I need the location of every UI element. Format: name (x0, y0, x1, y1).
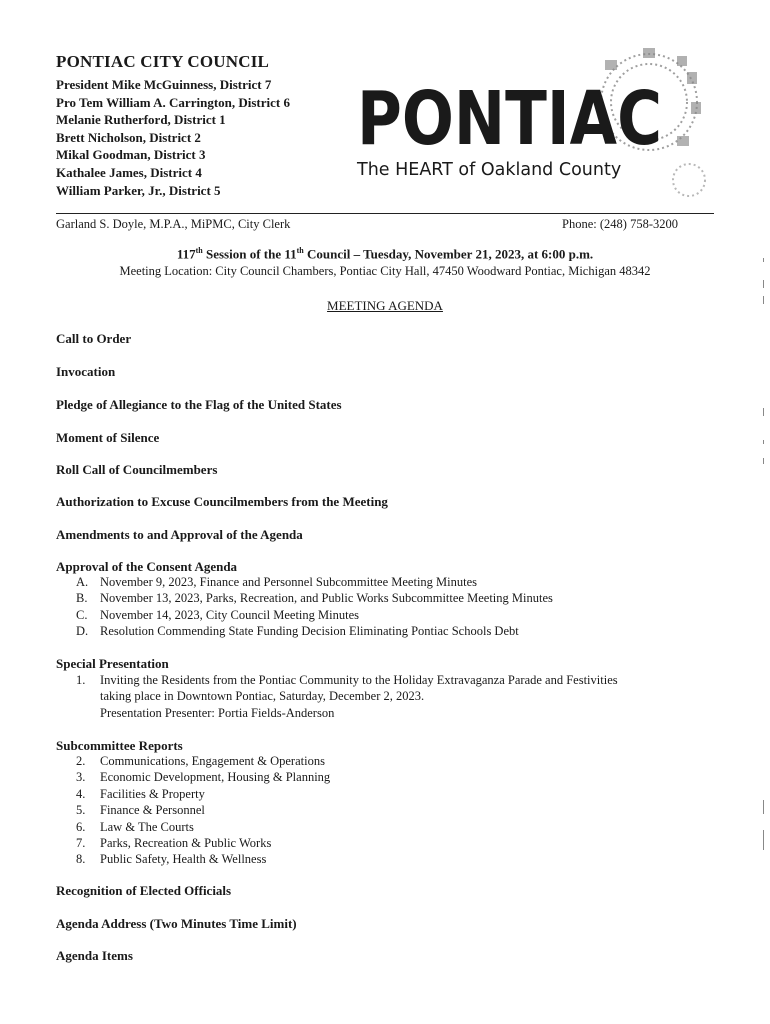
pontiac-logo (357, 48, 717, 198)
list-item (76, 802, 330, 818)
item-marker: 3. (76, 770, 86, 785)
consent-agenda-heading: Approval of the Consent Agenda (56, 559, 238, 574)
item-marker: 6. (76, 819, 86, 834)
scan-mark (763, 458, 764, 464)
item-marker: A. (76, 575, 89, 589)
council-member: President Mike McGuinness, District 7 (56, 77, 272, 92)
item-marker: 7. (76, 836, 86, 851)
scan-mark (763, 408, 764, 416)
phone-number: Phone: (248) 758-3200 (562, 217, 678, 231)
scan-mark (763, 280, 764, 288)
item-continuation: taking place in Downtown Pontiac, Saturday, December 2, 2023. (100, 689, 425, 704)
list-item (76, 753, 330, 769)
header-divider (56, 213, 714, 214)
list-item (76, 590, 553, 606)
agenda-title: MEETING AGENDA (327, 298, 443, 313)
item-text: Inviting the Residents from the Pontiac Community to the Holiday Extravaganza Parade and Festivities (100, 673, 618, 687)
agenda-items: Agenda Items (56, 948, 133, 963)
item-text: November 14, 2023, City Council Meeting Minutes (100, 607, 360, 622)
item-text: November 13, 2023, Parks, Recreation, and Public Works Subcommittee Meeting Minutes (100, 591, 553, 606)
item-marker: 1. (76, 673, 86, 687)
item-text: Economic Development, Housing & Planning (100, 770, 331, 785)
logo-tagline: The HEART of Oakland County (357, 160, 622, 180)
session-council-text: Session of the 11 (202, 246, 297, 262)
session-number: 117 (176, 246, 196, 262)
item-text: November 9, 2023, Finance and Personnel Subcommittee Meeting Minutes (100, 575, 478, 589)
list-item (76, 851, 330, 867)
session-date: Council – Tuesday, November 21, 2023, at 6:00 p.m. (303, 246, 594, 262)
item-marker: 4. (76, 786, 86, 801)
council-member: Pro Tem William A. Carrington, District 6 (56, 94, 290, 110)
special-presentation-list (76, 672, 618, 721)
scan-margin-marks (760, 0, 770, 1024)
agenda-address: Agenda Address (Two Minutes Time Limit) (56, 916, 297, 931)
session-line (0, 246, 770, 262)
scan-mark (763, 830, 764, 850)
list-item (76, 769, 330, 785)
council-member: Melanie Rutherford, District 1 (56, 112, 226, 128)
list-item (76, 607, 553, 623)
council-title: PONTIAC CITY COUNCIL (56, 52, 270, 71)
excuse-councilmembers: Authorization to Excuse Councilmembers from the Meeting (56, 494, 388, 509)
item-marker: C. (76, 607, 88, 622)
recognition-elected-officials: Recognition of Elected Officials (56, 883, 232, 898)
item-text: Communications, Engagement & Operations (100, 754, 325, 768)
council-member: Mikal Goodman, District 3 (56, 147, 206, 163)
consent-agenda-list (76, 574, 553, 640)
list-item (76, 623, 553, 639)
list-item (76, 786, 330, 802)
presenter: Presentation Presenter: Portia Fields-Anderson (100, 705, 335, 720)
item-text: Finance & Personnel (100, 803, 205, 818)
subcommittee-reports-heading: Subcommittee Reports (56, 738, 183, 753)
item-text: Law & The Courts (100, 819, 194, 834)
item-marker: D. (76, 624, 89, 639)
item-text: Parks, Recreation & Public Works (100, 836, 272, 851)
council-header (56, 52, 356, 199)
item-text: Public Safety, Health & Wellness (100, 852, 267, 867)
item-marker: 8. (76, 852, 86, 867)
item-text: Facilities & Property (100, 786, 205, 801)
session-suffix: th (195, 246, 203, 255)
item-marker: 2. (76, 754, 86, 768)
amendments-approval: Amendments to and Approval of the Agenda (56, 527, 303, 542)
city-clerk: Garland S. Doyle, M.P.A., MiPMC, City Clerk (56, 217, 291, 231)
roll-call: Roll Call of Councilmembers (56, 462, 218, 477)
subcommittee-reports-list (76, 753, 330, 868)
logo-wordmark: PONTIAC (357, 76, 662, 162)
meeting-location: Meeting Location: City Council Chambers, Pontiac City Hall, 47450 Woodward Pontiac, Michigan 48342 (119, 264, 651, 278)
pledge: Pledge of Allegiance to the Flag of the United States (56, 397, 342, 412)
list-item (76, 672, 618, 688)
council-suffix: th (296, 246, 304, 255)
scan-mark (763, 440, 764, 444)
moment-of-silence: Moment of Silence (56, 430, 160, 445)
council-member: William Parker, Jr., District 5 (56, 182, 221, 198)
scan-mark (763, 258, 764, 262)
scan-mark (763, 800, 764, 814)
list-item (76, 574, 553, 590)
council-member: Brett Nicholson, District 2 (56, 129, 201, 145)
item-marker: 5. (76, 803, 86, 818)
list-item (76, 819, 330, 835)
item-text: Resolution Commending State Funding Decision Eliminating Pontiac Schools Debt (100, 624, 519, 639)
council-member: Kathalee James, District 4 (56, 164, 202, 180)
special-presentation-heading: Special Presentation (56, 656, 169, 671)
list-item (76, 835, 330, 851)
item-marker: B. (76, 591, 88, 606)
scan-mark (763, 296, 764, 304)
call-to-order: Call to Order (56, 331, 132, 346)
invocation: Invocation (56, 364, 116, 379)
